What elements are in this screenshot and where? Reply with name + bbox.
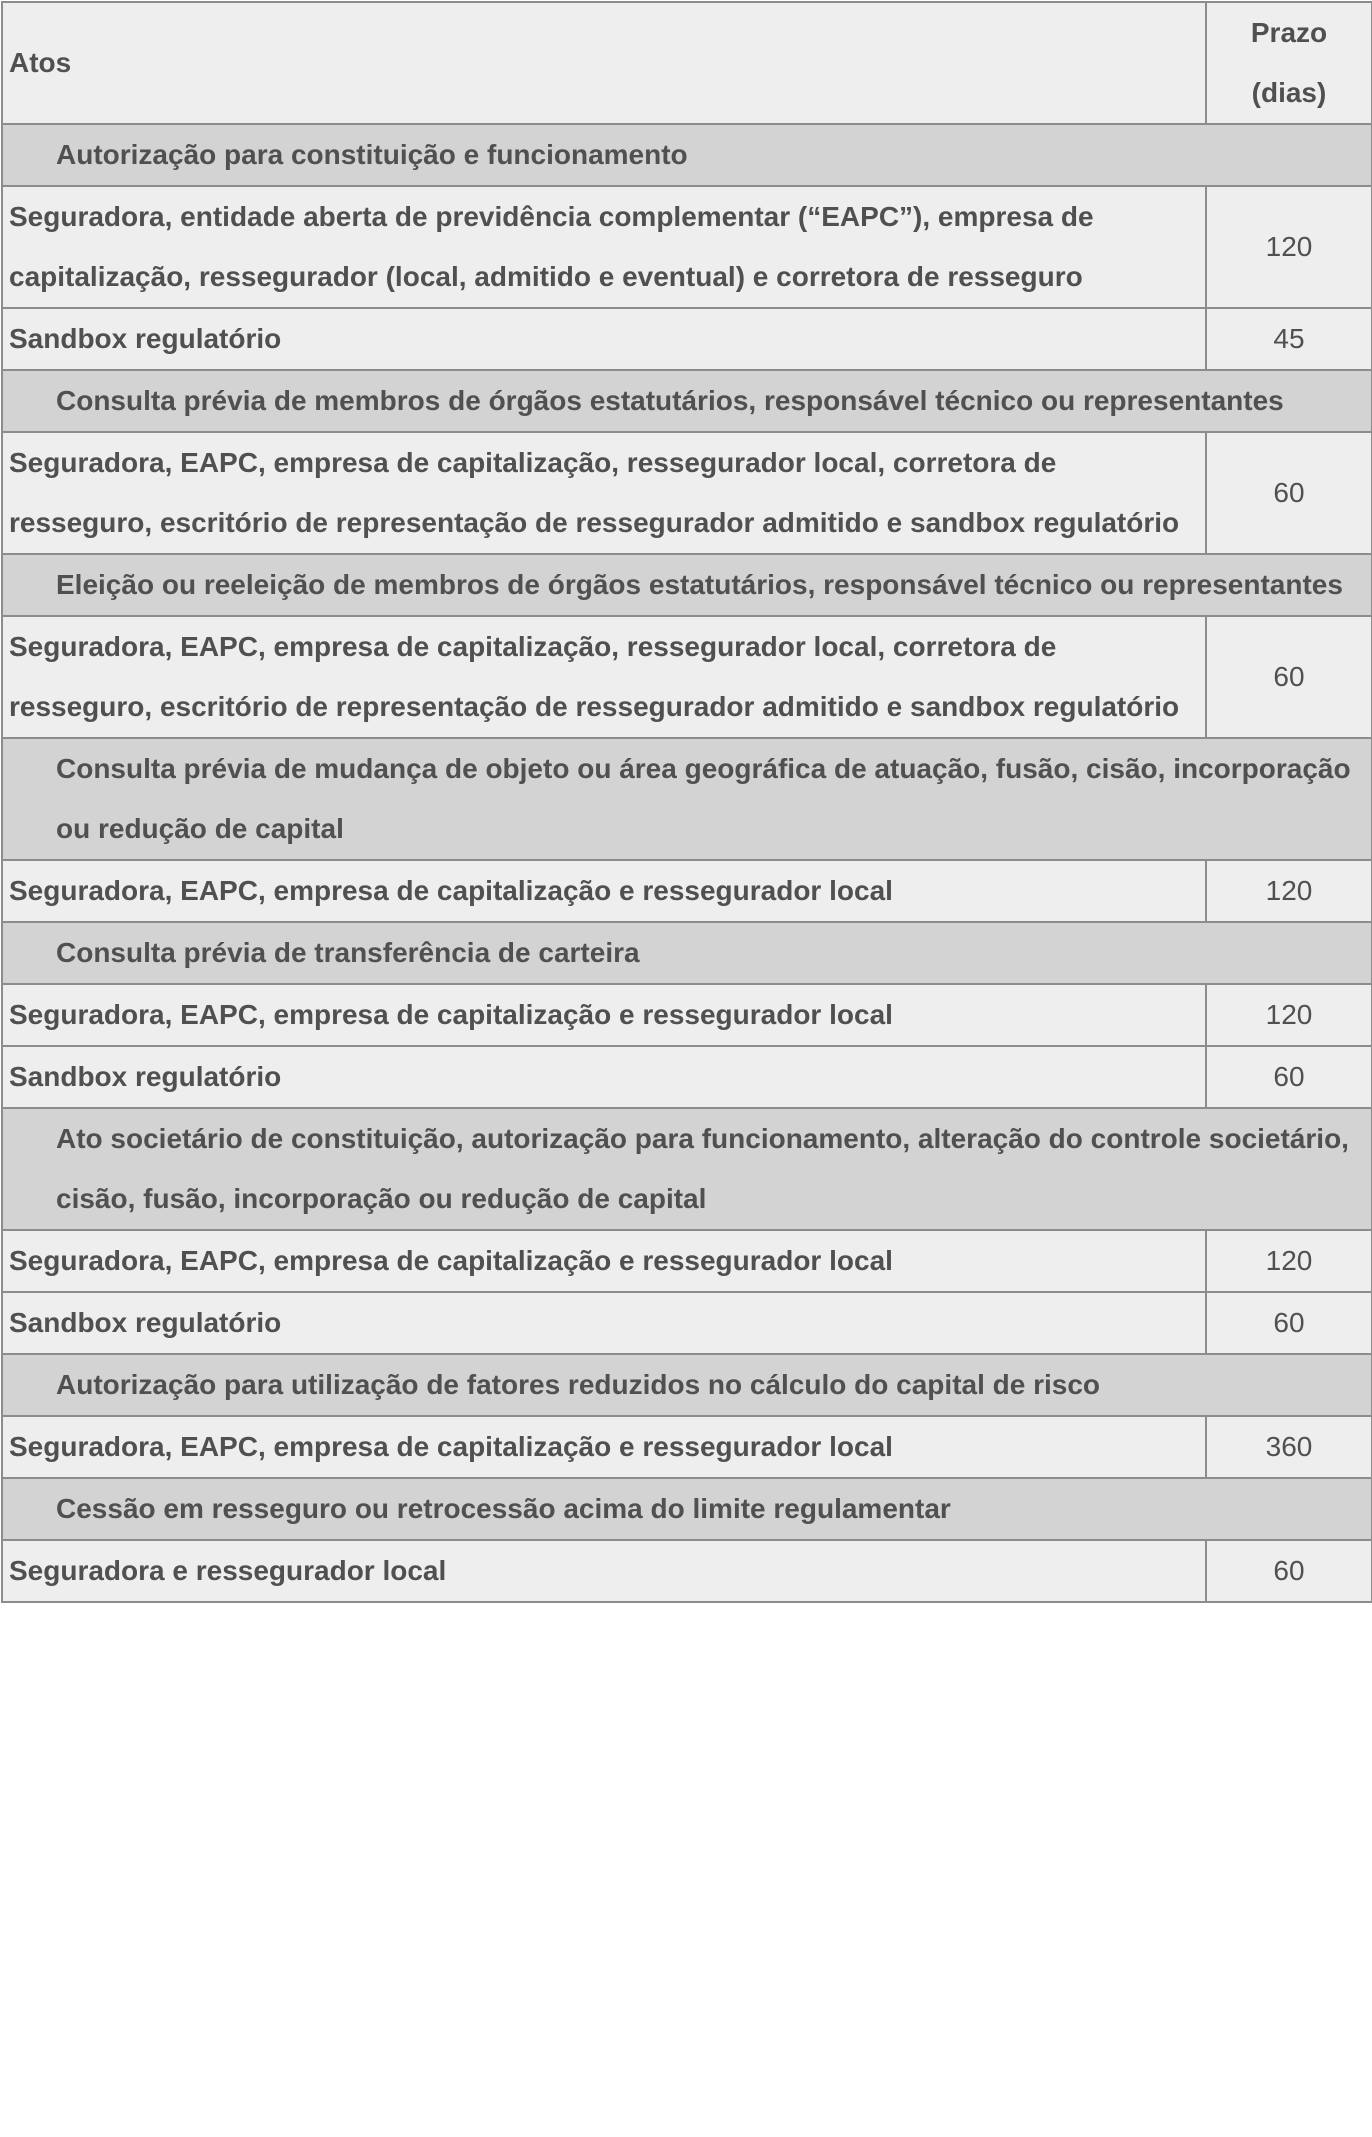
table-row — [2, 186, 1372, 308]
ato-cell: Seguradora, EAPC, empresa de capitalização e ressegurador local — [2, 1416, 1206, 1478]
ato-cell: Seguradora, EAPC, empresa de capitalização e ressegurador local — [2, 1230, 1206, 1292]
ato-cell: Sandbox regulatório — [2, 1292, 1206, 1354]
section-title: Ato societário de constituição, autorização para funcionamento, alteração do controle societário, cisão, fusão, incorporação ou redução de capital — [2, 1108, 1372, 1230]
prazo-cell: 60 — [1206, 1540, 1372, 1602]
ato-cell: Seguradora, EAPC, empresa de capitalização, ressegurador local, corretora de resseguro, escritório de representação de ressegurador admitido e sandbox regulatório — [2, 432, 1206, 554]
ato-cell: Seguradora, EAPC, empresa de capitalização e ressegurador local — [2, 860, 1206, 922]
prazos-table — [1, 1, 1372, 1603]
table-header-row — [2, 2, 1372, 124]
ato-cell: Seguradora e ressegurador local — [2, 1540, 1206, 1602]
prazo-cell: 360 — [1206, 1416, 1372, 1478]
table-row — [2, 860, 1372, 922]
prazo-cell: 60 — [1206, 1292, 1372, 1354]
prazo-cell: 60 — [1206, 616, 1372, 738]
ato-cell: Seguradora, entidade aberta de previdência complementar (“EAPC”), empresa de capitalização, ressegurador (local, admitido e eventual) e corretora de resseguro — [2, 186, 1206, 308]
table-row — [2, 432, 1372, 554]
section-title: Consulta prévia de membros de órgãos estatutários, responsável técnico ou representantes — [2, 370, 1372, 432]
ato-cell: Seguradora, EAPC, empresa de capitalização, ressegurador local, corretora de resseguro, escritório de representação de ressegurador admitido e sandbox regulatório — [2, 616, 1206, 738]
prazo-cell: 120 — [1206, 860, 1372, 922]
prazo-cell: 45 — [1206, 308, 1372, 370]
section-row — [2, 1354, 1372, 1416]
section-row — [2, 124, 1372, 186]
table-row — [2, 1416, 1372, 1478]
prazo-cell: 60 — [1206, 1046, 1372, 1108]
header-atos: Atos — [2, 2, 1206, 124]
prazo-cell: 120 — [1206, 984, 1372, 1046]
section-row — [2, 1108, 1372, 1230]
table-row — [2, 616, 1372, 738]
prazo-cell: 120 — [1206, 1230, 1372, 1292]
section-title: Consulta prévia de mudança de objeto ou área geográfica de atuação, fusão, cisão, incorporação ou redução de capital — [2, 738, 1372, 860]
table-row — [2, 1046, 1372, 1108]
prazo-cell: 120 — [1206, 186, 1372, 308]
table-row — [2, 1230, 1372, 1292]
section-title: Cessão em resseguro ou retrocessão acima do limite regulamentar — [2, 1478, 1372, 1540]
section-title: Eleição ou reeleição de membros de órgãos estatutários, responsável técnico ou representantes — [2, 554, 1372, 616]
ato-cell: Sandbox regulatório — [2, 1046, 1206, 1108]
section-row — [2, 370, 1372, 432]
prazo-cell: 60 — [1206, 432, 1372, 554]
table-body — [2, 124, 1372, 1602]
section-row — [2, 554, 1372, 616]
section-row — [2, 738, 1372, 860]
header-prazo: Prazo (dias) — [1206, 2, 1372, 124]
table-row — [2, 1540, 1372, 1602]
ato-cell: Sandbox regulatório — [2, 308, 1206, 370]
ato-cell: Seguradora, EAPC, empresa de capitalização e ressegurador local — [2, 984, 1206, 1046]
table-row — [2, 984, 1372, 1046]
table-row — [2, 1292, 1372, 1354]
section-title: Autorização para utilização de fatores reduzidos no cálculo do capital de risco — [2, 1354, 1372, 1416]
table-row — [2, 308, 1372, 370]
section-row — [2, 922, 1372, 984]
section-row — [2, 1478, 1372, 1540]
section-title: Autorização para constituição e funcionamento — [2, 124, 1372, 186]
section-title: Consulta prévia de transferência de carteira — [2, 922, 1372, 984]
